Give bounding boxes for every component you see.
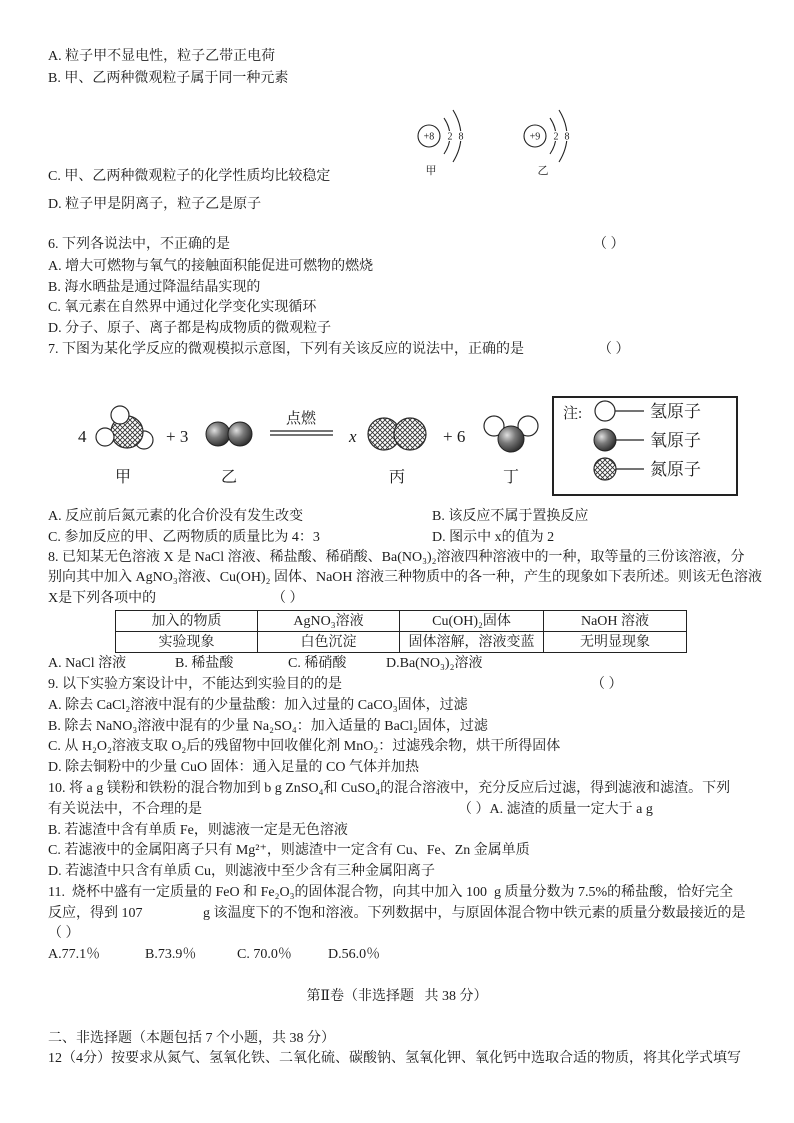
atom-diagram-jia xyxy=(418,110,464,177)
part2-title: 第Ⅱ卷（非选择题 共 38 分） xyxy=(306,989,488,1004)
legend-hydrogen-atom xyxy=(595,401,615,421)
q7-option-d: D. 图示中 x的值为 2 xyxy=(432,530,555,545)
electron-count: 8 xyxy=(564,131,570,143)
molecule-yi xyxy=(206,422,252,446)
nucleus-charge: +8 xyxy=(423,131,435,143)
molecule-label-jia: 甲 xyxy=(114,469,132,486)
q9-option-a: A. 除去 CaCl₂溶液中混有的少量盐酸：加入过量的 CaCO₃固体，过滤 xyxy=(48,698,468,713)
q7-stem: 7. 下图为某化学反应的微观模拟示意图，下列有关该反应的说法中，正确的是 xyxy=(48,342,524,357)
table-row-header xyxy=(116,611,687,632)
q11-answer-bracket: （ ） xyxy=(48,926,80,941)
molecule-bing xyxy=(368,418,426,450)
q8-experiment-table xyxy=(115,610,687,653)
q9-option-c: C. 从 H₂O₂溶液支取 O₂后的残留物中回收催化剂 MnO₂：过滤残余物，烘干所得固体 xyxy=(48,739,561,754)
oxygen-atom xyxy=(498,426,524,452)
reaction-diagram xyxy=(60,390,750,502)
q10-bracket-and-option-a xyxy=(458,801,653,819)
q6-option-c: C. 氧元素在自然界中通过化学变化实现循环 xyxy=(48,300,317,315)
q9-stem: 9. 以下实验方案设计中，不能达到实验目的的是 xyxy=(48,677,342,692)
atom-structure-diagrams xyxy=(400,100,590,182)
q10-stem-line-1: 10. 将 a g 镁粉和铁粉的混合物加到 b g ZnSO₄和 CuSO₄的混合溶液中，充分反应后过滤，得到滤液和滤渣。下列 xyxy=(48,781,731,796)
nitrogen-atom xyxy=(394,418,426,450)
legend-oxygen-label: 氧原子 xyxy=(650,431,701,450)
legend-title: 注: xyxy=(563,406,583,422)
coefficient-ding: + 6 xyxy=(443,427,466,446)
nucleus-charge: +9 xyxy=(529,131,541,143)
hydrogen-atom xyxy=(111,406,129,424)
legend-nitrogen-label: 氮原子 xyxy=(650,460,701,479)
molecule-label-yi: 乙 xyxy=(220,469,238,486)
q10-option-c: C. 若滤液中的金属阳离子只有 Mg²⁺，则滤渣中一定含有 Cu、Fe、Zn 金属单质 xyxy=(48,843,530,858)
q6-stem: 6. 下列各说法中，不正确的是 xyxy=(48,237,230,252)
table-cell: 固体溶解，溶液变蓝 xyxy=(400,632,544,653)
q7-answer-bracket: （ ） xyxy=(598,342,630,357)
q10-stem-line-2: 有关说法中，不合理的是 xyxy=(48,802,202,817)
q8-option-c: C. 稀硝酸 xyxy=(288,656,347,671)
q7-option-c: C. 参加反应的甲、乙两物质的质量比为 4：3 xyxy=(48,530,320,545)
molecule-label-bing: 丙 xyxy=(388,469,406,486)
q8-option-d: D.Ba(NO₃)₂溶液 xyxy=(386,656,483,671)
table-row-results xyxy=(116,632,687,653)
atom-diagram-yi xyxy=(524,110,570,177)
table-cell: AgNO₃溶液 xyxy=(258,611,400,632)
q10-option-a: A. 滤渣的质量一定大于 a g xyxy=(489,802,653,817)
molecule-label-ding: 丁 xyxy=(502,469,520,486)
q11-option-b: B.73.9％ xyxy=(145,947,197,962)
q8-option-b: B. 稀盐酸 xyxy=(175,656,234,671)
q5-option-d: D. 粒子甲是阴离子，粒子乙是原子 xyxy=(48,197,262,212)
q8-answer-bracket: （ ） xyxy=(272,591,304,606)
q6-option-a: A. 增大可燃物与氧气的接触面积能促进可燃物的燃烧 xyxy=(48,259,374,274)
electron-count: 2 xyxy=(447,131,453,143)
hydrogen-atom xyxy=(96,428,114,446)
q9-answer-bracket: （ ） xyxy=(591,677,623,692)
q5-option-a: A. 粒子甲不显电性，粒子乙带正电荷 xyxy=(48,49,276,64)
q8-stem-line-3: X是下列各项中的 xyxy=(48,591,157,606)
coefficient-jia: 4 xyxy=(78,427,87,446)
q8-stem-line-1: 8. 已知某无色溶液 X 是 NaCl 溶液、稀盐酸、稀硝酸、Ba(NO₃)₂溶液四种溶液中的一种，取等量的三份该溶液，分 xyxy=(48,550,745,565)
q9-option-d: D. 除去铜粉中的少量 CuO 固体：通入足量的 CO 气体并加热 xyxy=(48,760,420,775)
q11-option-d: D.56.0％ xyxy=(328,947,381,962)
table-cell: NaOH 溶液 xyxy=(544,611,687,632)
q11-stem-line-1: 11. 烧杯中盛有一定质量的 FeO 和 Fe₂O₃的固体混合物，向其中加入 100 g 质量分数为 7.5%的稀盐酸，恰好完全 xyxy=(48,885,734,900)
reaction-double-line xyxy=(270,431,333,435)
coefficient-bing: x xyxy=(349,427,357,446)
section-heading: 二、非选择题（本题包括 7 个小题，共 38 分） xyxy=(48,1031,335,1046)
q12-stem: 12（4分）按要求从氮气、氢氧化铁、二氧化硫、碳酸钠、氢氧化钾、氧化钙中选取合适的物质，将其化学式填写 xyxy=(48,1051,741,1066)
q9-option-b: B. 除去 NaNO₃溶液中混有的少量 Na₂SO₄：加入适量的 BaCl₂固体，过滤 xyxy=(48,719,488,734)
table-cell: 实验现象 xyxy=(116,632,258,653)
coefficient-yi: + 3 xyxy=(166,427,189,446)
q6-option-b: B. 海水晒盐是通过降温结晶实现的 xyxy=(48,280,261,295)
table-cell: 无明显现象 xyxy=(544,632,687,653)
electron-count: 8 xyxy=(458,131,464,143)
table-cell: Cu(OH)₂固体 xyxy=(400,611,544,632)
table-cell: 白色沉淀 xyxy=(258,632,400,653)
q11-option-a: A.77.1％ xyxy=(48,947,101,962)
table-cell: 加入的物质 xyxy=(116,611,258,632)
q5-option-c: C. 甲、乙两种微观粒子的化学性质均比较稳定 xyxy=(48,169,331,184)
legend-box xyxy=(553,397,737,495)
q11-stem-line-2a: 反应，得到 107 xyxy=(48,906,143,921)
q11-stem-line-2b: g 该温度下的不饱和溶液。下列数据中，与原固体混合物中铁元素的质量分数最接近的是 xyxy=(203,906,746,921)
atom-label: 甲 xyxy=(425,165,437,177)
q7-option-a: A. 反应前后氮元素的化合价没有发生改变 xyxy=(48,509,304,524)
legend-oxygen-atom xyxy=(594,429,616,451)
q7-option-b: B. 该反应不属于置换反应 xyxy=(432,509,589,524)
oxygen-atom xyxy=(206,422,230,446)
q10-option-d: D. 若滤渣中只含有单质 Cu，则滤液中至少含有三种金属阳离子 xyxy=(48,864,435,879)
molecule-ding xyxy=(484,416,538,452)
q10-option-b: B. 若滤渣中含有单质 Fe，则滤液一定是无色溶液 xyxy=(48,823,348,838)
electron-count: 2 xyxy=(553,131,559,143)
q6-option-d: D. 分子、原子、离子都是构成物质的微观粒子 xyxy=(48,321,332,336)
q10-answer-bracket: （ ） xyxy=(458,802,490,817)
molecule-jia xyxy=(96,406,153,449)
oxygen-atom xyxy=(228,422,252,446)
q5-option-b: B. 甲、乙两种微观粒子属于同一种元素 xyxy=(48,71,289,86)
legend-nitrogen-atom xyxy=(594,458,616,480)
legend-hydrogen-label: 氢原子 xyxy=(650,402,701,421)
atom-label: 乙 xyxy=(537,165,549,177)
q11-option-c: C. 70.0％ xyxy=(237,947,292,962)
q8-stem-line-2: 别向其中加入 AgNO₃溶液、Cu(OH)₂ 固体、NaOH 溶液三种物质中的各一种，产生的现象如下表所述。则该无色溶液 xyxy=(48,570,763,585)
reaction-condition: 点燃 xyxy=(285,411,317,427)
q6-answer-bracket: （ ） xyxy=(593,237,625,252)
q8-option-a: A. NaCl 溶液 xyxy=(48,656,127,671)
